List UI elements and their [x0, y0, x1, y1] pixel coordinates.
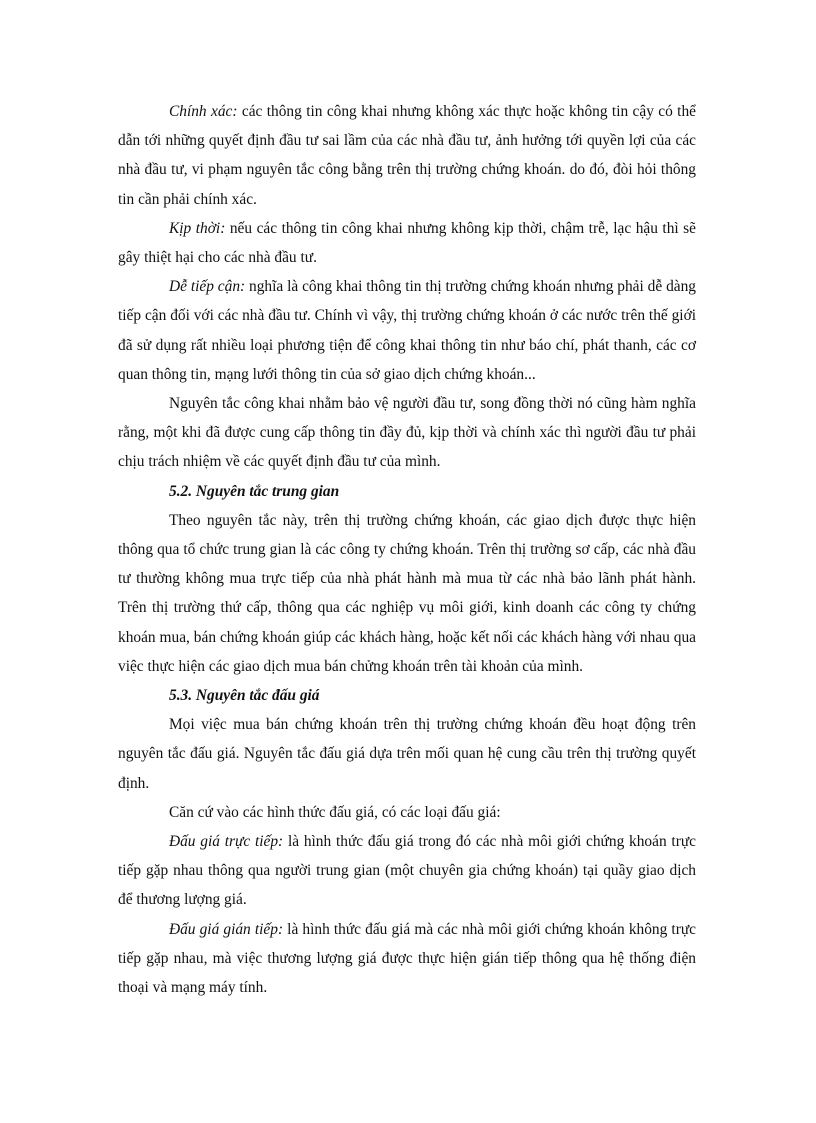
- term-kip-thoi: Kịp thời:: [169, 219, 226, 237]
- paragraph-trung-gian: Theo nguyên tắc này, trên thị trường chứng khoán, các giao dịch được thực hiện thông qua tổ chức trung gian là các công ty chứng khoán. Trên thị trường sơ cấp, các nhà đầu tư thường không mua trực tiếp của nhà phát hành mà mua từ các nhà bảo lãnh phát hành. Trên thị trường thứ cấp, thông qua các nghiệp vụ môi giới, kinh doanh các công ty chứng khoán mua, bán chứng khoán giúp các khách hàng, hoặc kết nối các khách hàng với nhau qua việc thực hiện các giao dịch mua bán chửng khoán trên tài khoản của mình.: [118, 511, 696, 675]
- term-de-tiep-can: Dễ tiếp cận:: [169, 278, 246, 296]
- paragraph-kip-thoi: [118, 214, 696, 272]
- term-dau-gia-truc-tiep: Đấu giá trực tiếp:: [169, 833, 284, 851]
- document-page: [118, 97, 696, 1002]
- paragraph-cac-loai-dau-gia: Căn cứ vào các hình thức đấu giá, có các loại đấu giá:: [169, 803, 501, 821]
- paragraph-text: các thông tin công khai nhưng không xác thực hoặc không tin cậy có thể dẫn tới những quyết định đầu tư sai lầm của các nhà đầu tư, ảnh hưởng tới quyền lợi của các nhà đầu tư, vi phạm nguyên tắc công bằng trên thị trường chứng khoán. do đó, đòi hỏi thông tin cần phải chính xác.: [118, 103, 696, 208]
- paragraph-de-tiep-can: [118, 272, 696, 389]
- section-heading-5-2: 5.2. Nguyên tắc trung gian: [169, 482, 340, 500]
- paragraph-text: nghĩa là công khai thông tin thị trường chứng khoán nhưng phải dễ dàng tiếp cận đối với các nhà đầu tư. Chính vì vậy, thị trường chứng khoán ở các nước trên thế giới đã sử dụng rất nhiều loại phương tiện để công khai thông tin như báo chí, phát thanh, các cơ quan thông tin, mạng lưới thông tin của sở giao dịch chứng khoán...: [118, 278, 696, 383]
- paragraph-chinh-xac: [118, 97, 696, 214]
- paragraph-text: là hình thức đấu giá trong đó các nhà môi giới chứng khoán trực tiếp gặp nhau thông qua người trung gian (một chuyên gia chứng khoán) tại quầy giao dịch để thương lượng giá.: [118, 833, 696, 909]
- paragraph-text: là hình thức đấu giá mà các nhà môi giới chứng khoán không trực tiếp gặp nhau, mà việc thương lượng giá được thực hiện gián tiếp thông qua hệ thống điện thoại và mạng máy tính.: [118, 920, 697, 997]
- paragraph-nguyen-tac-cong-khai: [118, 389, 696, 477]
- paragraph-dau-gia: Mọi việc mua bán chứng khoán trên thị trường chứng khoán đều hoạt động trên nguyên tắc đấu giá. Nguyên tắc đấu giá dựa trên mối quan hệ cung cầu trên thị trường quyết định.: [118, 716, 696, 792]
- term-chinh-xac: Chính xác:: [169, 103, 238, 120]
- paragraph-dau-gia-truc-tiep: [118, 827, 696, 915]
- paragraph-dau-gia-gian-tiep: [118, 915, 696, 1003]
- paragraph-text: nếu các thông tin công khai nhưng không kịp thời, chậm trễ, lạc hậu thì sẽ gây thiệt hại cho các nhà đầu tư.: [118, 219, 697, 267]
- paragraph-text: Nguyên tắc công khai nhằm bảo vệ người đầu tư, song đồng thời nó cũng hàm nghĩa rằng, một khi đã được cung cấp thông tin đầy đủ, kịp thời và chính xác thì người đầu tư phải chịu trách nhiệm về các quyết định đầu tư của mình.: [118, 395, 696, 471]
- section-heading-5-3: 5.3. Nguyên tắc đấu giá: [169, 687, 320, 705]
- term-dau-gia-gian-tiep: Đấu giá gián tiếp:: [169, 920, 284, 938]
